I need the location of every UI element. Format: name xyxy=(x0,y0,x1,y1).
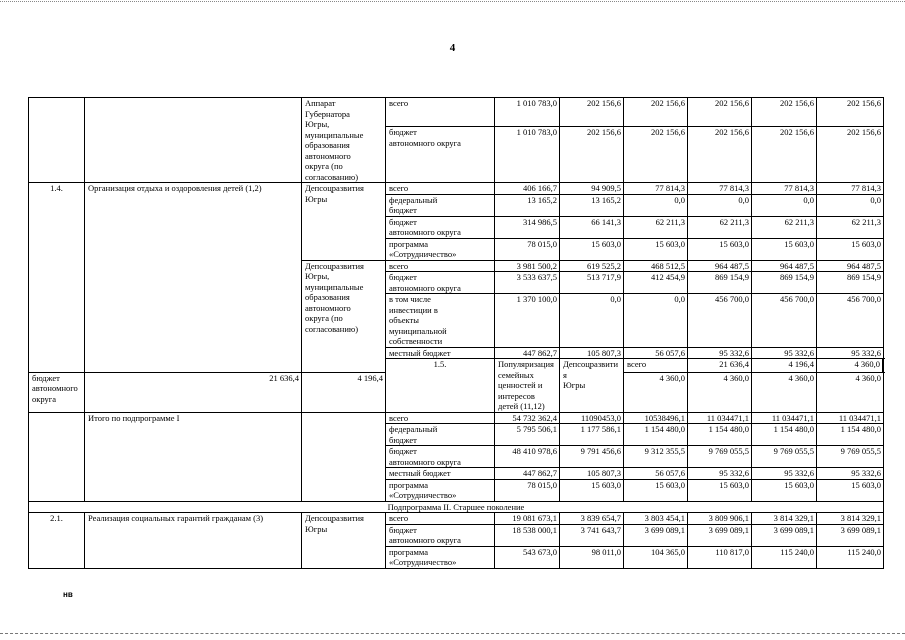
amount-cell: 56 057,6 xyxy=(624,347,688,359)
amount-cell: 0,0 xyxy=(752,194,817,216)
item-code: 1.4. xyxy=(29,183,85,373)
funding-source: бюджет автономного округа xyxy=(386,524,495,546)
amount-cell: 115 240,0 xyxy=(817,546,884,568)
amount-cell: 21 636,4 xyxy=(85,372,302,412)
amount-cell: 3 809 906,1 xyxy=(688,513,752,525)
funding-source: всего xyxy=(386,260,495,272)
amount-cell: 11 034471,1 xyxy=(817,412,884,424)
table-body-subprogram-2 xyxy=(29,513,884,569)
funding-source: бюджет автономного округа xyxy=(386,216,495,238)
item-name: Реализация социальных гарантий гражданам (3) xyxy=(85,513,302,569)
amount-cell: 15 603,0 xyxy=(624,479,688,501)
funding-source: бюджет автономного округа xyxy=(386,446,495,468)
executor-cell: Депсоцразвития Югры, муниципальные образования автономного округа (по согласованию) xyxy=(302,260,386,372)
item-code: 2.1. xyxy=(29,513,85,569)
amount-cell: 78 015,0 xyxy=(495,479,560,501)
funding-source: местный бюджет xyxy=(386,347,495,359)
funding-source: программа «Сотрудничество» xyxy=(386,238,495,260)
item-name: Популяризация семейных ценностей и интересов детей (11,12) xyxy=(495,359,560,413)
table-body-subprogram-heading xyxy=(29,501,884,513)
amount-cell: 1 154 480,0 xyxy=(624,424,688,446)
amount-cell: 95 332,6 xyxy=(752,468,817,480)
amount-cell: 4 360,0 xyxy=(817,359,883,373)
amount-cell: 115 240,0 xyxy=(752,546,817,568)
amount-cell: 15 603,0 xyxy=(624,238,688,260)
amount-cell: 4 196,4 xyxy=(302,372,386,412)
amount-cell: 105 807,3 xyxy=(560,468,624,480)
amount-cell: 110 817,0 xyxy=(688,546,752,568)
amount-cell: 95 332,6 xyxy=(817,347,884,359)
amount-cell: 4 360,0 xyxy=(624,372,688,412)
amount-cell: 4 360,0 xyxy=(752,372,817,412)
amount-cell: 964 487,5 xyxy=(752,260,817,272)
amount-cell: 66 141,3 xyxy=(560,216,624,238)
amount-cell: 9 791 456,6 xyxy=(560,446,624,468)
amount-cell: 48 410 978,6 xyxy=(495,446,560,468)
amount-cell: 314 986,5 xyxy=(495,216,560,238)
amount-cell: 202 156,6 xyxy=(817,127,884,183)
amount-cell: 202 156,6 xyxy=(817,98,884,127)
subprogram-heading: Подпрограмма II. Старшее поколение xyxy=(29,501,884,513)
amount-cell: 202 156,6 xyxy=(688,127,752,183)
amount-cell xyxy=(883,359,884,373)
amount-cell: 19 081 673,1 xyxy=(495,513,560,525)
amount-cell: 543 673,0 xyxy=(495,546,560,568)
amount-cell: 1 154 480,0 xyxy=(688,424,752,446)
amount-cell: 869 154,9 xyxy=(817,272,884,294)
amount-cell: 0,0 xyxy=(624,194,688,216)
funding-source: федеральный бюджет xyxy=(386,194,495,216)
amount-cell: 3 814 329,1 xyxy=(752,513,817,525)
amount-cell: 3 699 089,1 xyxy=(817,524,884,546)
amount-cell: 202 156,6 xyxy=(560,127,624,183)
amount-cell: 15 603,0 xyxy=(817,238,884,260)
table-row xyxy=(29,98,884,127)
amount-cell: 5 795 506,1 xyxy=(495,424,560,446)
amount-cell: 78 015,0 xyxy=(495,238,560,260)
executor-cell: Депсоцразвития Югры xyxy=(302,183,386,261)
amount-cell: 9 769 055,5 xyxy=(688,446,752,468)
amount-cell: 0,0 xyxy=(688,194,752,216)
table-row xyxy=(29,513,884,525)
amount-cell: 4 196,4 xyxy=(752,359,817,373)
item-code xyxy=(29,98,85,183)
funding-source: всего xyxy=(386,98,495,127)
executor-cell: Депсоцразвития Югры xyxy=(560,359,624,413)
scan-edge-top xyxy=(0,1,905,2)
scan-edge-bottom xyxy=(0,633,905,634)
item-name: Организация отдыха и оздоровления детей (1,2) xyxy=(85,183,302,373)
amount-cell: 1 010 783,0 xyxy=(495,98,560,127)
amount-cell: 11 034471,1 xyxy=(688,412,752,424)
amount-cell: 3 533 637,5 xyxy=(495,272,560,294)
footer-initials: нв xyxy=(63,590,73,599)
amount-cell: 3 839 654,7 xyxy=(560,513,624,525)
amount-cell: 18 538 000,1 xyxy=(495,524,560,546)
budget-table xyxy=(28,97,884,569)
amount-cell: 62 211,3 xyxy=(817,216,884,238)
item-code: 1.5. xyxy=(386,359,495,413)
table-body-subprogram-1 xyxy=(29,98,884,502)
amount-cell: 56 057,6 xyxy=(624,468,688,480)
amount-cell: 77 814,3 xyxy=(817,183,884,195)
executor-cell xyxy=(302,412,386,501)
amount-cell: 202 156,6 xyxy=(624,98,688,127)
amount-cell: 1 370 100,0 xyxy=(495,294,560,348)
funding-source: всего xyxy=(624,359,688,373)
amount-cell: 98 011,0 xyxy=(560,546,624,568)
amount-cell: 869 154,9 xyxy=(688,272,752,294)
amount-cell: 3 803 454,1 xyxy=(624,513,688,525)
funding-source: программа «Сотрудничество» xyxy=(386,546,495,568)
amount-cell: 869 154,9 xyxy=(752,272,817,294)
amount-cell: 0,0 xyxy=(560,294,624,348)
amount-cell: 202 156,6 xyxy=(752,127,817,183)
amount-cell: 1 177 586,1 xyxy=(560,424,624,446)
amount-cell: 15 603,0 xyxy=(688,479,752,501)
funding-source: местный бюджет xyxy=(386,468,495,480)
amount-cell: 77 814,3 xyxy=(624,183,688,195)
amount-cell: 3 699 089,1 xyxy=(624,524,688,546)
amount-cell: 964 487,5 xyxy=(817,260,884,272)
amount-cell: 15 603,0 xyxy=(688,238,752,260)
amount-cell: 15 603,0 xyxy=(752,238,817,260)
amount-cell: 95 332,6 xyxy=(688,347,752,359)
amount-cell: 54 732 362,4 xyxy=(495,412,560,424)
amount-cell: 62 211,3 xyxy=(752,216,817,238)
amount-cell: 3 699 089,1 xyxy=(752,524,817,546)
amount-cell: 468 512,5 xyxy=(624,260,688,272)
amount-cell: 77 814,3 xyxy=(752,183,817,195)
amount-cell: 10538496,1 xyxy=(624,412,688,424)
funding-source: в том числе инвестиции в объекты муниципальной собственности xyxy=(386,294,495,348)
amount-cell: 447 862,7 xyxy=(495,468,560,480)
amount-cell: 13 165,2 xyxy=(495,194,560,216)
amount-cell: 964 487,5 xyxy=(688,260,752,272)
item-name: Итого по подпрограмме I xyxy=(85,412,302,501)
amount-cell: 62 211,3 xyxy=(624,216,688,238)
amount-cell: 1 154 480,0 xyxy=(752,424,817,446)
amount-cell: 202 156,6 xyxy=(688,98,752,127)
amount-cell: 3 699 089,1 xyxy=(688,524,752,546)
funding-source: всего xyxy=(386,412,495,424)
executor-cell: Депсоцразвития Югры xyxy=(302,513,386,569)
amount-cell: 104 365,0 xyxy=(624,546,688,568)
amount-cell: 15 603,0 xyxy=(560,238,624,260)
amount-cell: 11 034471,1 xyxy=(752,412,817,424)
amount-cell: 13 165,2 xyxy=(560,194,624,216)
amount-cell: 15 603,0 xyxy=(752,479,817,501)
page-number: 4 xyxy=(449,42,456,54)
amount-cell: 77 814,3 xyxy=(688,183,752,195)
funding-source: бюджет автономного округа xyxy=(29,372,85,412)
table-row xyxy=(29,183,884,195)
amount-cell: 11090453,0 xyxy=(560,412,624,424)
amount-cell: 456 700,0 xyxy=(688,294,752,348)
amount-cell: 95 332,6 xyxy=(688,468,752,480)
amount-cell: 3 741 643,7 xyxy=(560,524,624,546)
subprogram-heading-row xyxy=(29,501,884,513)
amount-cell: 94 909,5 xyxy=(560,183,624,195)
amount-cell: 1 154 480,0 xyxy=(817,424,884,446)
funding-source: федеральный бюджет xyxy=(386,424,495,446)
amount-cell: 4 360,0 xyxy=(817,372,884,412)
funding-source: бюджет автономного округа xyxy=(386,127,495,183)
item-name xyxy=(85,98,302,183)
amount-cell: 95 332,6 xyxy=(817,468,884,480)
amount-cell: 3 814 329,1 xyxy=(817,513,884,525)
funding-source: всего xyxy=(386,183,495,195)
amount-cell: 202 156,6 xyxy=(560,98,624,127)
amount-cell: 62 211,3 xyxy=(688,216,752,238)
amount-cell: 105 807,3 xyxy=(560,347,624,359)
amount-cell: 4 360,0 xyxy=(688,372,752,412)
amount-cell: 202 156,6 xyxy=(752,98,817,127)
amount-cell: 95 332,6 xyxy=(752,347,817,359)
amount-cell: 21 636,4 xyxy=(688,359,752,373)
funding-source: всего xyxy=(386,513,495,525)
item-code xyxy=(29,412,85,501)
amount-cell: 3 981 500,2 xyxy=(495,260,560,272)
amount-cell: 406 166,7 xyxy=(495,183,560,195)
amount-cell: 412 454,9 xyxy=(624,272,688,294)
amount-cell: 9 312 355,5 xyxy=(624,446,688,468)
amount-cell: 456 700,0 xyxy=(752,294,817,348)
amount-cell: 456 700,0 xyxy=(817,294,884,348)
amount-cell: 0,0 xyxy=(624,294,688,348)
amount-cell: 9 769 055,5 xyxy=(752,446,817,468)
amount-cell: 202 156,6 xyxy=(624,127,688,183)
amount-cell: 0,0 xyxy=(817,194,884,216)
amount-cell: 447 862,7 xyxy=(495,347,560,359)
amount-cell: 15 603,0 xyxy=(560,479,624,501)
amount-cell: 1 010 783,0 xyxy=(495,127,560,183)
amount-cell: 513 717,9 xyxy=(560,272,624,294)
amount-cell: 9 769 055,5 xyxy=(817,446,884,468)
funding-source: программа «Сотрудничество» xyxy=(386,479,495,501)
amount-cell: 619 525,2 xyxy=(560,260,624,272)
amount-cell: 15 603,0 xyxy=(817,479,884,501)
table-row xyxy=(29,412,884,424)
funding-source: бюджет автономного округа xyxy=(386,272,495,294)
executor-cell: Аппарат Губернатора Югры, муниципальные образования автономного округа (по согласованию) xyxy=(302,98,386,183)
